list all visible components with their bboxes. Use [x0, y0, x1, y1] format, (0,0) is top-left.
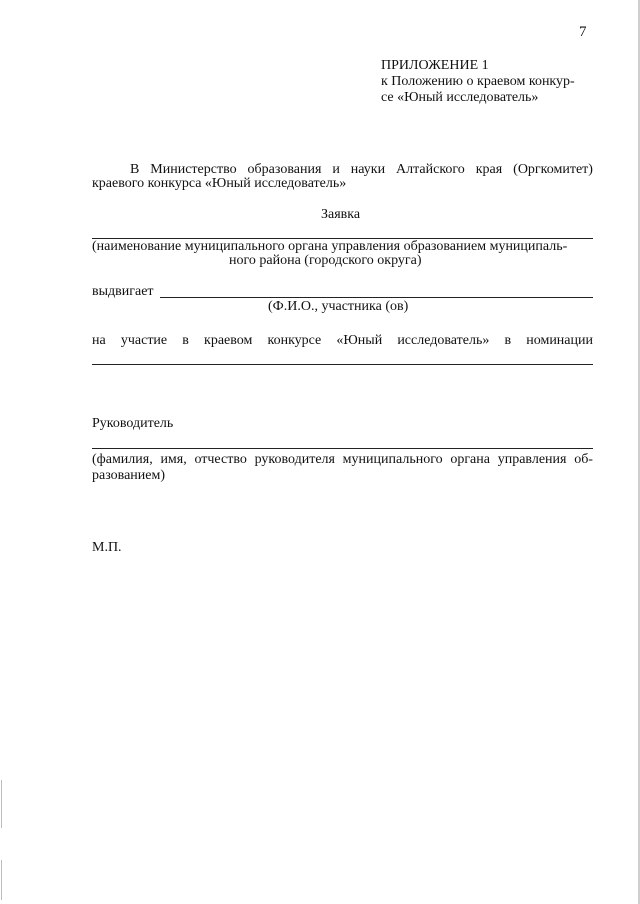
word: конкурсе [267, 333, 322, 348]
word: Алтайского [396, 162, 465, 177]
appendix-subtitle-line2: се «Юный исследователь» [381, 90, 539, 105]
word: «Юный [336, 333, 383, 348]
word: в [182, 333, 189, 348]
supervisor-hint-line1 [92, 452, 593, 468]
appendix-subtitle-line1: к Положению о краевом конкур- [381, 74, 575, 89]
page-number: 7 [579, 24, 587, 40]
appendix-title: ПРИЛОЖЕНИЕ 1 [381, 58, 489, 73]
word: участие [120, 333, 168, 348]
word: науки [350, 162, 386, 177]
word: исследователь» [397, 333, 490, 348]
word: органа [450, 452, 490, 467]
word: муниципального [342, 452, 443, 467]
word: об- [574, 452, 593, 467]
word: номинации [526, 333, 593, 348]
word: краевом [204, 333, 253, 348]
word: в [504, 333, 512, 348]
supervisor-label: Руководитель [92, 416, 174, 431]
word: края [475, 162, 503, 177]
word: Министерство [150, 162, 237, 177]
nominates-label: выдвигает [92, 284, 154, 299]
supervisor-fill-line [92, 448, 593, 449]
word: руководителя [254, 452, 335, 467]
participation-text [92, 333, 593, 349]
word: В [130, 162, 140, 177]
scan-artifact-mark [1, 860, 2, 900]
municipal-authority-hint-line2: ного района (городского округа) [229, 253, 422, 268]
word: и [332, 162, 340, 177]
word: имя, [160, 452, 187, 467]
form-title: Заявка [321, 207, 361, 222]
participant-fill-line [160, 297, 593, 298]
participant-hint: (Ф.И.О., участника (ов) [268, 299, 409, 314]
supervisor-hint-line2: разованием) [92, 468, 166, 483]
nomination-fill-line [92, 364, 593, 365]
stamp-place: М.П. [92, 540, 122, 555]
addressee-line2: краевого конкурса «Юный исследователь» [92, 176, 347, 191]
word: образования [247, 162, 322, 177]
word: (фамилия, [92, 452, 153, 467]
word: на [92, 333, 106, 348]
municipal-authority-hint-line1: (наименование муниципального органа управления образованием муниципаль- [92, 239, 568, 254]
word: отчество [194, 452, 247, 467]
scan-artifact-mark [1, 780, 2, 828]
word: (Оргкомитет) [513, 162, 593, 177]
word: управления [497, 452, 567, 467]
